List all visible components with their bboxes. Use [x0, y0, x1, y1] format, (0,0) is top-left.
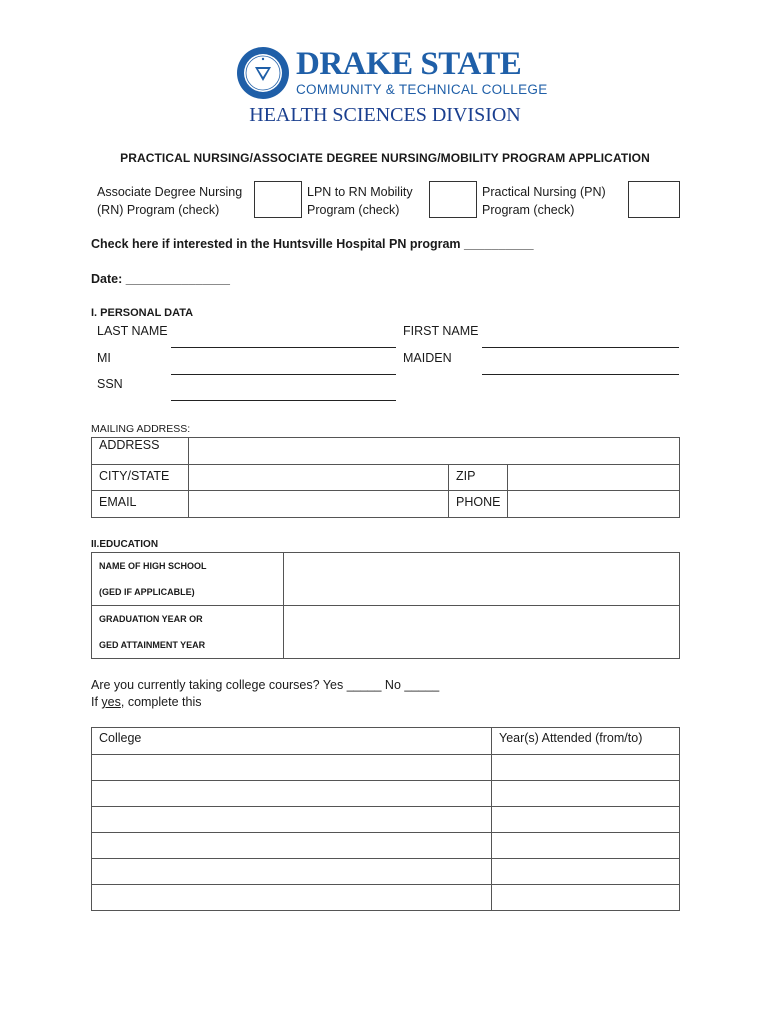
first-name-label: FIRST NAME	[403, 324, 479, 338]
years-cell[interactable]	[492, 755, 680, 781]
college-cell[interactable]	[92, 781, 492, 807]
table-row	[92, 755, 680, 781]
if-yes-prefix: If	[91, 695, 102, 709]
mi-field[interactable]	[171, 374, 396, 375]
college-table	[91, 727, 680, 911]
graduation-year-label-2: GED ATTAINMENT YEAR	[99, 640, 206, 650]
table-row	[92, 859, 680, 885]
mi-label: MI	[97, 351, 111, 365]
address-label: ADDRESS	[92, 438, 189, 465]
years-attended-column-header: Year(s) Attended (from/to)	[492, 728, 680, 755]
last-name-label: LAST NAME	[97, 324, 168, 338]
if-yes-instruction	[91, 695, 201, 709]
college-cell[interactable]	[92, 859, 492, 885]
program-option-rn-line2: (RN) Program (check)	[97, 203, 220, 217]
maiden-label: MAIDEN	[403, 351, 452, 365]
phone-label: PHONE	[449, 491, 508, 518]
huntsville-check-line[interactable]: Check here if interested in the Huntsville Hospital PN program __________	[91, 237, 534, 251]
mailing-address-heading: MAILING ADDRESS:	[91, 423, 191, 435]
college-courses-question[interactable]: Are you currently taking college courses? Yes _____ No _____	[91, 678, 440, 692]
years-cell[interactable]	[492, 781, 680, 807]
high-school-label-1: NAME OF HIGH SCHOOL	[99, 561, 207, 571]
division-title: HEALTH SCIENCES DIVISION	[249, 104, 521, 126]
program-option-pn-line1: Practical Nursing (PN)	[482, 185, 606, 199]
zip-field[interactable]	[508, 465, 680, 491]
program-option-rn	[97, 183, 242, 219]
college-column-header: College	[92, 728, 492, 755]
years-cell[interactable]	[492, 859, 680, 885]
years-cell[interactable]	[492, 885, 680, 911]
education-table	[91, 552, 680, 659]
program-option-lpn-line2: Program (check)	[307, 203, 400, 217]
program-option-pn-line2: Program (check)	[482, 203, 575, 217]
college-cell[interactable]	[92, 755, 492, 781]
mailing-address-table	[91, 437, 680, 518]
phone-field[interactable]	[508, 491, 680, 518]
education-heading: II.EDUCATION	[91, 539, 159, 550]
college-cell[interactable]	[92, 885, 492, 911]
college-seal-logo	[236, 46, 290, 100]
high-school-label-2: (GED IF APPLICABLE)	[99, 587, 195, 597]
program-checkbox-pn[interactable]	[628, 181, 680, 218]
years-cell[interactable]	[492, 833, 680, 859]
brand-name: DRAKE STATE	[296, 46, 522, 82]
program-checkbox-lpn-rn[interactable]	[429, 181, 477, 218]
years-cell[interactable]	[492, 807, 680, 833]
table-row	[92, 781, 680, 807]
ssn-label: SSN	[97, 377, 123, 391]
program-option-lpn-rn	[307, 183, 413, 219]
program-option-rn-line1: Associate Degree Nursing	[97, 185, 243, 199]
zip-label: ZIP	[449, 465, 508, 491]
ssn-field[interactable]	[171, 400, 396, 401]
maiden-field[interactable]	[482, 374, 679, 375]
personal-data-heading: I. PERSONAL DATA	[91, 307, 194, 319]
address-field[interactable]	[189, 438, 680, 465]
last-name-field[interactable]	[171, 347, 396, 348]
graduation-year-label-1: GRADUATION YEAR OR	[99, 614, 203, 624]
email-field[interactable]	[189, 491, 449, 518]
table-row	[92, 833, 680, 859]
form-title: PRACTICAL NURSING/ASSOCIATE DEGREE NURSING/MOBILITY PROGRAM APPLICATION	[120, 151, 650, 165]
if-yes-word: yes	[101, 695, 121, 709]
city-state-label: CITY/STATE	[92, 465, 189, 491]
program-option-pn	[482, 183, 606, 219]
city-state-field[interactable]	[189, 465, 449, 491]
program-checkbox-rn[interactable]	[254, 181, 302, 218]
email-label: EMAIL	[92, 491, 189, 518]
brand-subtitle: COMMUNITY & TECHNICAL COLLEGE	[296, 82, 548, 97]
first-name-field[interactable]	[482, 347, 679, 348]
table-row	[92, 807, 680, 833]
if-yes-suffix: , complete this	[120, 695, 202, 709]
college-cell[interactable]	[92, 807, 492, 833]
high-school-field[interactable]	[284, 553, 680, 606]
program-option-lpn-line1: LPN to RN Mobility	[307, 185, 413, 199]
table-row	[92, 885, 680, 911]
date-field[interactable]: Date: _______________	[91, 272, 231, 286]
college-cell[interactable]	[92, 833, 492, 859]
graduation-year-field[interactable]	[284, 606, 680, 659]
